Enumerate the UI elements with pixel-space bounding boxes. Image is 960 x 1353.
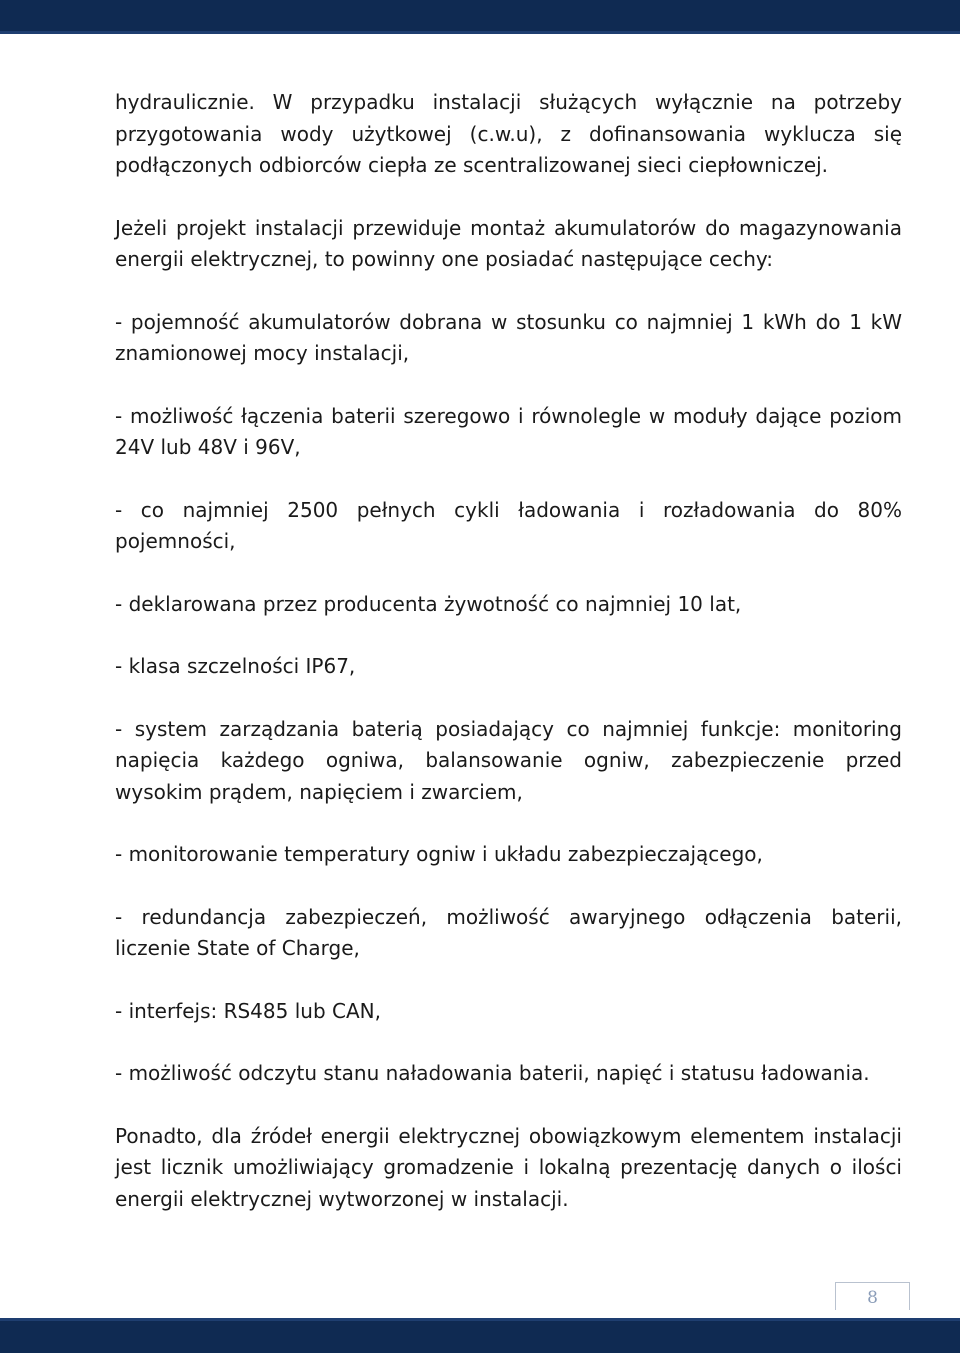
list-item-interface: - interfejs: RS485 lub CAN, — [115, 998, 381, 1023]
list-item-lifetime: - deklarowana przez producenta żywotność co najmniej 10 lat, — [115, 591, 742, 616]
footer-bar — [0, 1318, 960, 1353]
list-item-connection: - możliwość łączenia baterii szeregowo i równolegle w moduły dające poziom 24V lub 48V i 96V, — [115, 403, 902, 459]
list-item-capacity: - pojemność akumulatorów dobrana w stosunku co najmniej 1 kWh do 1 kW znamionowej mocy instalacji, — [115, 309, 902, 365]
page-number: 8 — [867, 1288, 878, 1308]
list-item-bms: - system zarządzania baterią posiadający co najmniej funkcje: monitoring napięcia każdego ogniwa, balansowanie ogniw, zabezpieczenie przed wysokim prądem, napięciem i zwarciem, — [115, 716, 902, 804]
paragraph-meter: Ponadto, dla źródeł energii elektrycznej obowiązkowym elementem instalacji jest licznik umożliwiający gromadzenie i lokalną prezentację danych o ilości energii elektrycznej wytworzonej w instalacji. — [115, 1123, 902, 1211]
document-body — [115, 87, 902, 1215]
list-item-readout: - możliwość odczytu stanu naładowania baterii, napięć i statusu ładowania. — [115, 1061, 870, 1085]
list-item-redundancy: - redundancja zabezpieczeń, możliwość awaryjnego odłączenia baterii, liczenie State of Charge, — [115, 904, 902, 960]
paragraph-battery-requirements: Jeżeli projekt instalacji przewiduje montaż akumulatorów do magazynowania energii elektrycznej, to powinny one posiadać następujące cechy: — [115, 215, 902, 271]
list-item-cycles: - co najmniej 2500 pełnych cykli ładowania i rozładowania do 80% pojemności, — [115, 497, 902, 553]
list-item-temperature: - monitorowanie temperatury ogniw i układu zabezpieczającego, — [115, 842, 763, 866]
paragraph-intro: hydraulicznie. W przypadku instalacji służących wyłącznie na potrzeby przygotowania wody użytkowej (c.w.u), z dofinansowania wyklucza się podłączonych odbiorców ciepła ze scentralizowanej sieci ciepłowniczej. — [115, 90, 902, 177]
header-bar — [0, 0, 960, 34]
list-item-ip-class: - klasa szczelności IP67, — [115, 654, 356, 678]
